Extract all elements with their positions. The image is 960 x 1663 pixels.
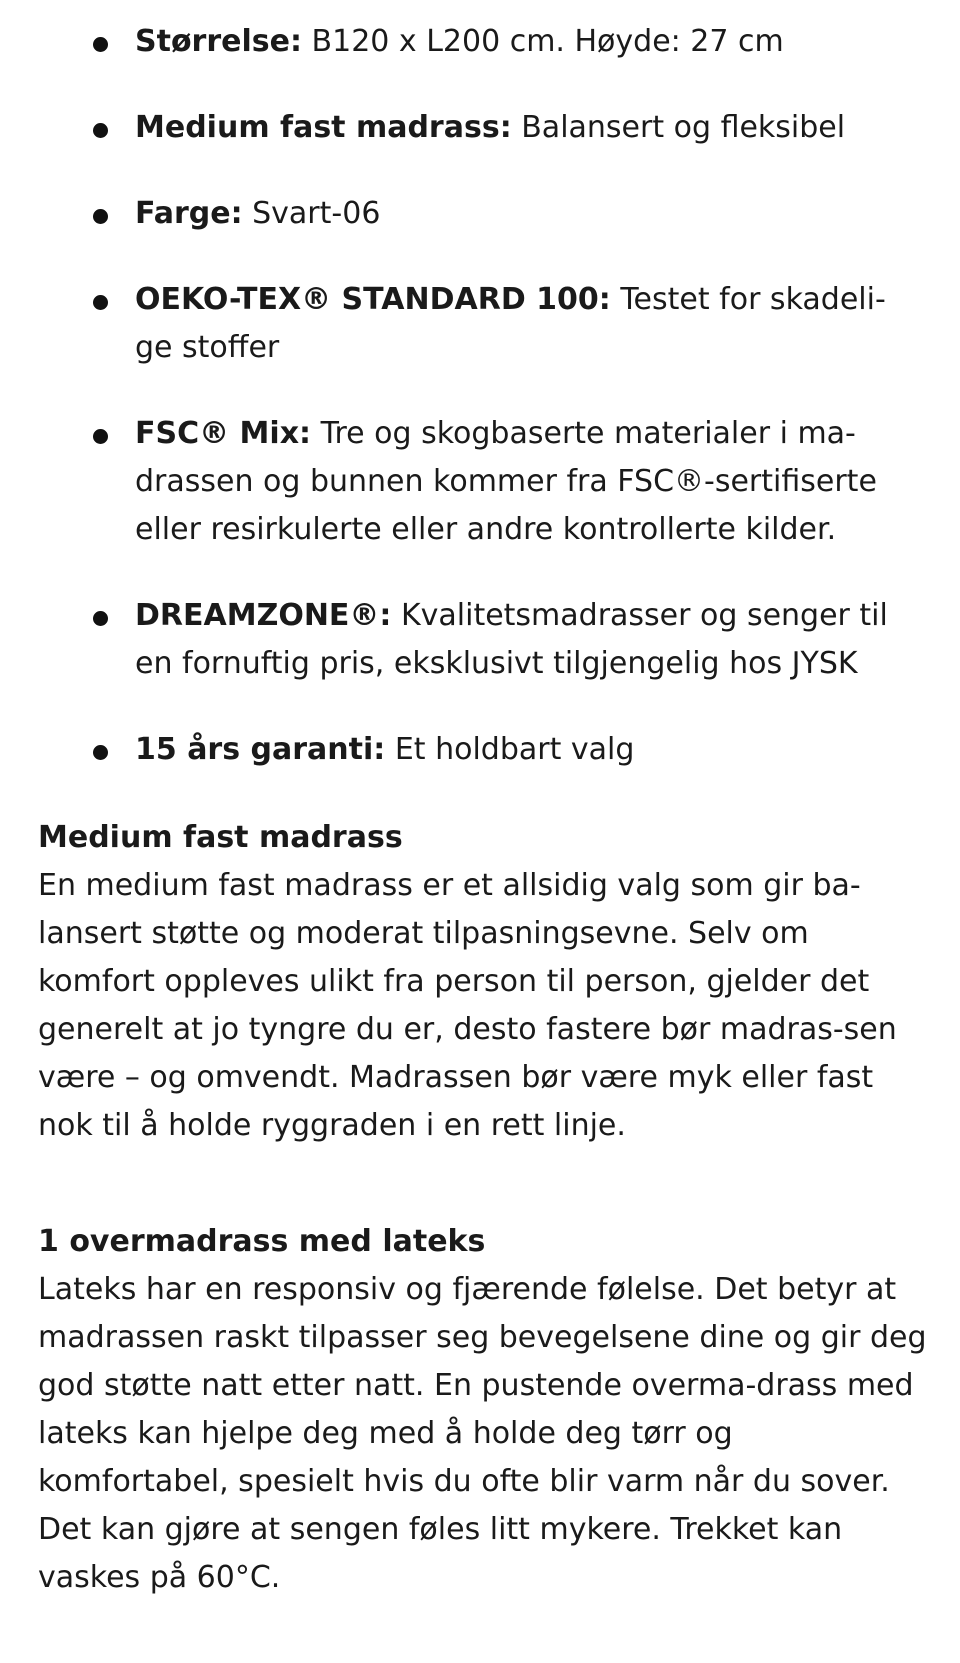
feature-text: Tre og skogbaserte materialer i ma-drassen og bunnen kommer fra FSC®-sertifiserte eller resirkulerte eller andre kontrollerte kilder. [135, 416, 877, 547]
feature-term: DREAMZONE®: [135, 598, 392, 633]
feature-text: Kvalitetsmadrasser og senger til en fornuftig pris, eksklusivt tilgjengelig hos JYSK [135, 598, 888, 681]
bullet-icon [93, 429, 108, 444]
feature-term: Medium fast madrass: [135, 110, 512, 145]
feature-list [0, 18, 960, 812]
bullet-icon [93, 295, 108, 310]
feature-text: Balansert og fleksibel [511, 110, 846, 145]
section-heading: Medium fast madrass [38, 820, 403, 855]
feature-term: Farge: [135, 196, 243, 231]
section-medium-firm [38, 814, 928, 1150]
feature-item-warranty [0, 726, 960, 774]
feature-item-size [0, 18, 960, 66]
bullet-icon [93, 123, 108, 138]
section-body: Lateks har en responsiv og fjærende følelse. Det betyr at madrassen raskt tilpasser seg bevegelsene dine og gir deg god støtte natt etter natt. En pustende overma-drass med lateks kan hjelpe deg med å holde deg tørr og komfortabel, spesielt hvis du ofte blir varm når du sover. Det kan gjøre at sengen føles litt mykere. Trekket kan vaskes på 60°C. [38, 1272, 927, 1595]
feature-text: Svart-06 [242, 196, 381, 231]
feature-text: Et holdbart valg [385, 732, 635, 767]
feature-term: 15 års garanti: [135, 732, 386, 767]
feature-item-firmness [0, 104, 960, 152]
section-body: En medium fast madrass er et allsidig valg som gir ba-lansert støtte og moderat tilpasningsevne. Selv om komfort oppleves ulikt fra person til person, gjelder det generelt at jo tyngre du er, desto fastere bør madras-sen være – og omvendt. Madrassen bør være myk eller fast nok til å holde ryggraden i en rett linje. [38, 868, 897, 1143]
feature-text: Testet for skadeli-ge stoffer [135, 282, 886, 365]
bullet-icon [93, 745, 108, 760]
bullet-icon [93, 37, 108, 52]
feature-text: B120 x L200 cm. Høyde: 27 cm [301, 24, 784, 59]
feature-item-color [0, 190, 960, 238]
feature-term: Størrelse: [135, 24, 302, 59]
bullet-icon [93, 209, 108, 224]
feature-item-fsc [0, 410, 960, 554]
feature-term: FSC® Mix: [135, 416, 312, 451]
feature-term: OEKO-TEX® STANDARD 100: [135, 282, 611, 317]
section-latex-topper [38, 1218, 928, 1602]
bullet-icon [93, 611, 108, 626]
section-heading: 1 overmadrass med lateks [38, 1224, 486, 1259]
feature-item-oeko-tex [0, 276, 960, 372]
feature-item-dreamzone [0, 592, 960, 688]
